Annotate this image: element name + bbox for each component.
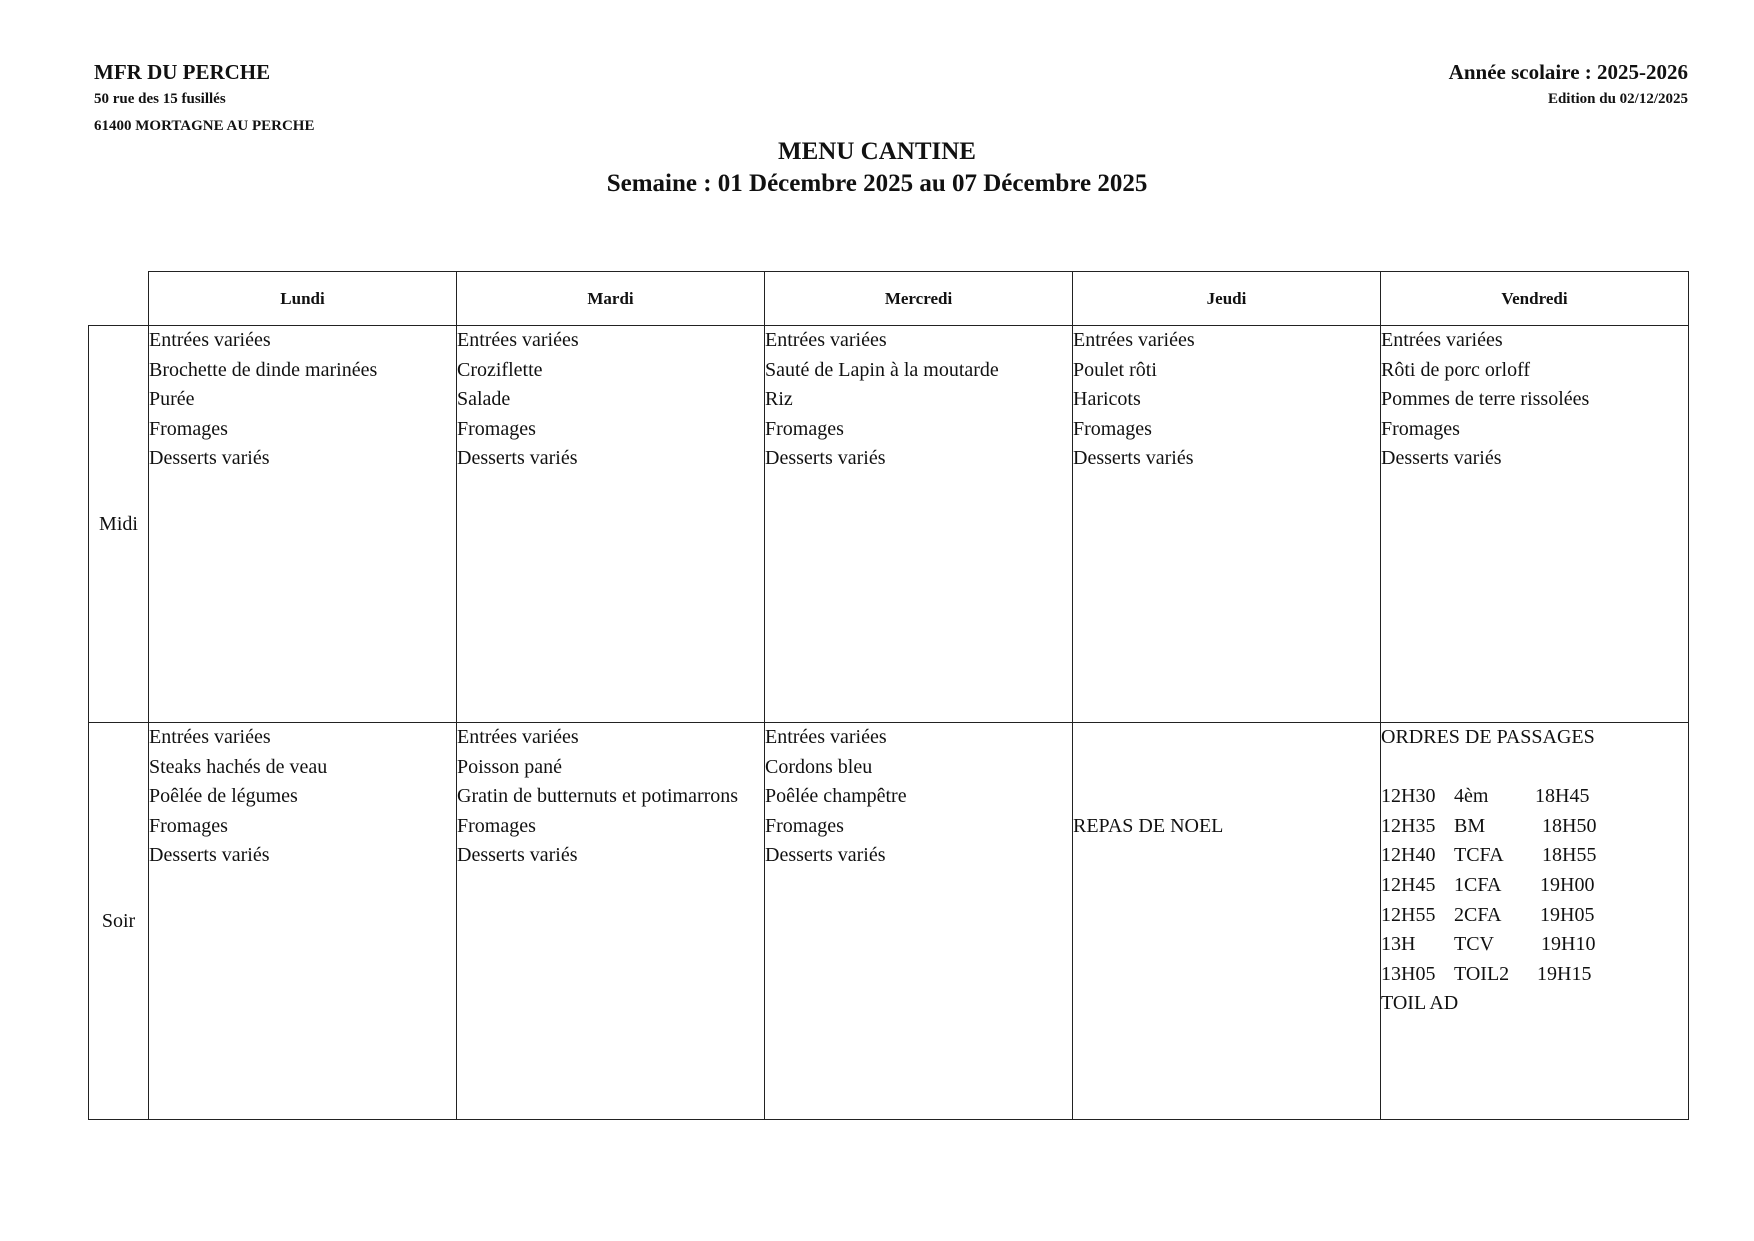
soir-jeudi-cell xyxy=(1073,723,1381,1120)
passage-midi-time: 13H xyxy=(1381,933,1416,956)
spacer-line xyxy=(1381,753,1688,783)
passage-soir-time: 18H50 xyxy=(1542,814,1597,837)
passage-midi-time: 12H30 xyxy=(1381,785,1436,808)
menu-item: Poêlée de légumes xyxy=(149,785,298,808)
menu-item: Fromages xyxy=(765,417,844,440)
midi-mercredi-cell xyxy=(765,326,1073,723)
menu-item: Rôti de porc orloff xyxy=(1381,358,1531,381)
passage-soir-time: 19H00 xyxy=(1540,873,1595,896)
passage-row xyxy=(1381,782,1688,812)
menu-item: Entrées variées xyxy=(765,726,887,748)
menu-item: Entrées variées xyxy=(457,726,579,748)
menu-table xyxy=(88,271,1689,1120)
passage-midi-time: 12H55 xyxy=(1381,903,1436,926)
menu-item: Fromages xyxy=(149,417,228,440)
passage-soir-time: 18H45 xyxy=(1535,785,1590,808)
menu-item: Desserts variés xyxy=(1073,447,1194,470)
passage-class: BM xyxy=(1454,814,1486,837)
menu-item: Riz xyxy=(765,388,793,411)
passage-class: 1CFA xyxy=(1454,873,1502,896)
passage-footer: TOIL AD xyxy=(1381,992,1459,1015)
day-header-row xyxy=(89,272,1689,326)
day-header-jeudi: Jeudi xyxy=(1073,272,1381,326)
midi-jeudi-cell xyxy=(1073,326,1381,723)
passage-row xyxy=(1381,871,1688,901)
day-header-lundi: Lundi xyxy=(149,272,457,326)
menu-item: Fromages xyxy=(457,814,536,837)
passage-soir-time: 19H05 xyxy=(1540,903,1595,926)
address-line-1: 50 rue des 15 fusillés xyxy=(94,91,226,107)
school-address-block xyxy=(94,58,314,140)
menu-item: Desserts variés xyxy=(149,844,270,867)
soir-mardi-cell xyxy=(457,723,765,1120)
menu-item: Croziflette xyxy=(457,358,543,381)
day-header-vendredi: Vendredi xyxy=(1381,272,1689,326)
menu-item: Desserts variés xyxy=(457,447,578,470)
soir-row xyxy=(89,723,1689,1120)
passage-midi-time: 13H05 xyxy=(1381,962,1436,985)
school-year: Année scolaire : 2025-2026 xyxy=(1448,60,1688,84)
menu-item: Fromages xyxy=(149,814,228,837)
midi-mardi-cell xyxy=(457,326,765,723)
menu-item: Fromages xyxy=(1073,417,1152,440)
passage-midi-time: 12H35 xyxy=(1381,814,1436,837)
menu-item: Purée xyxy=(149,388,195,411)
menu-item: Steaks hachés de veau xyxy=(149,755,328,778)
passage-class: 4èm xyxy=(1454,785,1489,808)
menu-item: Haricots xyxy=(1073,388,1141,411)
school-year-block xyxy=(1449,58,1688,113)
address-line-2: 61400 MORTAGNE AU PERCHE xyxy=(94,118,315,134)
midi-vendredi-cell xyxy=(1381,326,1689,723)
menu-item: Entrées variées xyxy=(1381,329,1503,351)
passage-order-title: ORDRES DE PASSAGES xyxy=(1381,726,1595,748)
meal-label-midi: Midi xyxy=(89,326,149,723)
menu-item: Entrées variées xyxy=(149,726,271,748)
menu-item: Entrées variées xyxy=(765,329,887,351)
menu-item: Entrées variées xyxy=(1073,329,1195,351)
midi-lundi-cell xyxy=(149,326,457,723)
corner-cell xyxy=(89,272,149,326)
menu-item: Cordons bleu xyxy=(765,755,873,778)
menu-item: Desserts variés xyxy=(765,844,886,867)
menu-item: Entrées variées xyxy=(149,329,271,351)
passage-row xyxy=(1381,812,1688,842)
midi-row xyxy=(89,326,1689,723)
passage-soir-time: 19H10 xyxy=(1541,933,1596,956)
passage-class: TOIL2 xyxy=(1454,962,1510,985)
week-range: Semaine : 01 Décembre 2025 au 07 Décembre 2025 xyxy=(606,170,1148,197)
menu-item: Gratin de butternuts et potimarrons xyxy=(457,785,739,808)
page-title: MENU CANTINE xyxy=(778,138,976,165)
menu-item: Desserts variés xyxy=(1381,447,1502,470)
menu-item: Poêlée champêtre xyxy=(765,785,907,808)
soir-vendredi-cell xyxy=(1381,723,1689,1120)
passage-midi-time: 12H40 xyxy=(1381,844,1436,867)
menu-item: Poulet rôti xyxy=(1073,358,1157,381)
menu-item: Entrées variées xyxy=(457,329,579,351)
menu-item: Pommes de terre rissolées xyxy=(1381,388,1590,411)
christmas-meal-note: REPAS DE NOEL xyxy=(1073,815,1224,837)
menu-item: Fromages xyxy=(765,814,844,837)
menu-item: Desserts variés xyxy=(457,844,578,867)
menu-item: Poisson pané xyxy=(457,755,562,778)
passage-row xyxy=(1381,841,1688,871)
meal-label-soir: Soir xyxy=(89,723,149,1120)
passage-row xyxy=(1381,960,1688,990)
passage-row xyxy=(1381,901,1688,931)
passage-class: 2CFA xyxy=(1454,903,1502,926)
menu-item: Sauté de Lapin à la moutarde xyxy=(765,358,999,381)
org-name: MFR DU PERCHE xyxy=(94,60,271,84)
passage-soir-time: 19H15 xyxy=(1537,962,1592,985)
soir-lundi-cell xyxy=(149,723,457,1120)
page-title-block xyxy=(0,136,1754,200)
edition-date: Edition du 02/12/2025 xyxy=(1547,91,1688,107)
day-header-mercredi: Mercredi xyxy=(765,272,1073,326)
passage-class: TCFA xyxy=(1454,844,1504,867)
day-header-mardi: Mardi xyxy=(457,272,765,326)
menu-item: Desserts variés xyxy=(765,447,886,470)
menu-item: Desserts variés xyxy=(149,447,270,470)
menu-item: Fromages xyxy=(457,417,536,440)
menu-item: Brochette de dinde marinées xyxy=(149,358,378,381)
passage-soir-time: 18H55 xyxy=(1542,844,1597,867)
soir-mercredi-cell xyxy=(765,723,1073,1120)
passage-row xyxy=(1381,930,1688,960)
menu-item: Salade xyxy=(457,388,511,411)
passage-midi-time: 12H45 xyxy=(1381,873,1436,896)
menu-item: Fromages xyxy=(1381,417,1460,440)
passage-class: TCV xyxy=(1454,933,1494,956)
